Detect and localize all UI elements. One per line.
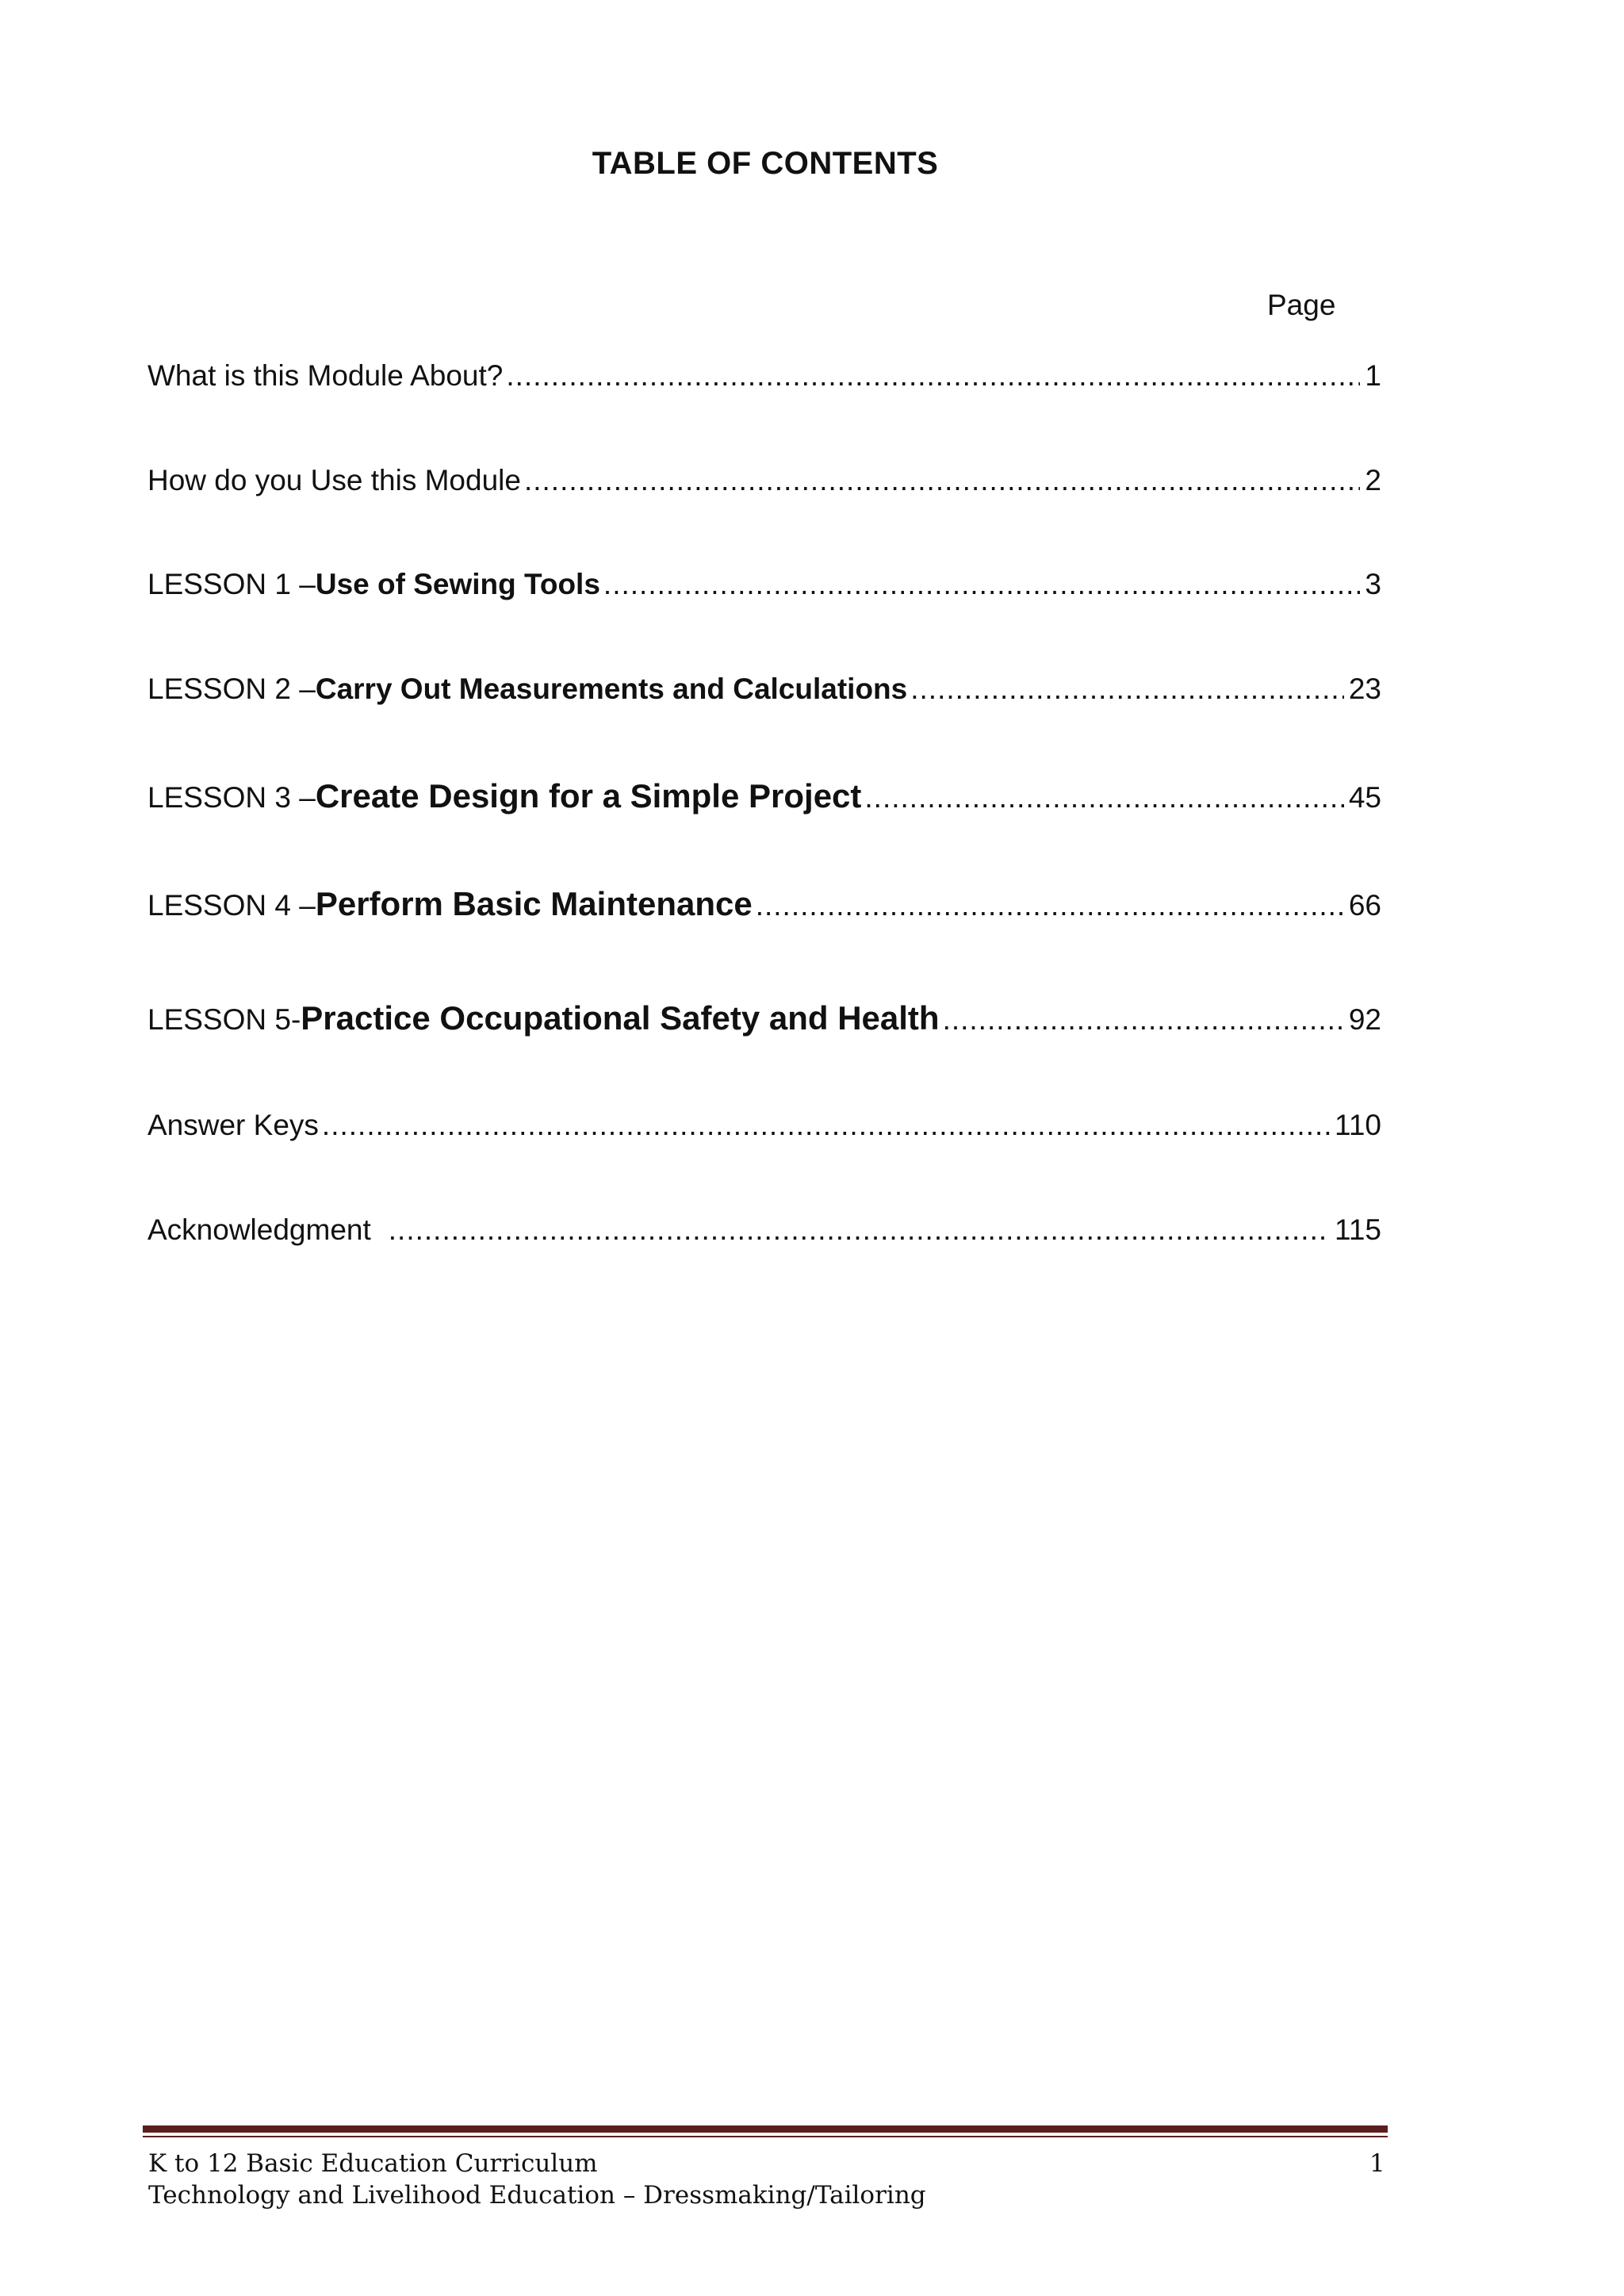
footer-subject: Technology and Livelihood Education – Dressmaking/Tailoring — [148, 2181, 926, 2210]
toc-entry-answer-keys[interactable] — [147, 1109, 1381, 1142]
toc-entry-title: Create Design for a Simple Project — [315, 777, 862, 815]
toc-entry-page: 66 — [1348, 889, 1381, 922]
toc-dot-leader — [322, 1109, 1330, 1142]
toc-entry-lesson-1[interactable] — [147, 568, 1381, 601]
toc-entry-prefix: LESSON 1 – — [147, 568, 316, 600]
footer-rule-thick — [143, 2125, 1388, 2133]
toc-entry-prefix: LESSON 2 – — [147, 673, 316, 705]
toc-entry-prefix: LESSON 3 – — [147, 781, 316, 814]
toc-entry-page: 110 — [1335, 1109, 1381, 1141]
footer-rule-thin — [143, 2136, 1388, 2137]
toc-entry-page: 3 — [1365, 568, 1381, 600]
toc-dot-leader — [389, 1213, 1330, 1247]
toc-entry-lesson-4[interactable] — [147, 885, 1381, 923]
toc-entry-title: Use of Sewing Tools — [315, 568, 600, 600]
toc-dot-leader — [910, 673, 1344, 706]
toc-dot-leader — [524, 464, 1360, 497]
toc-entry-title: Answer Keys — [147, 1109, 319, 1141]
toc-entry-module-about[interactable] — [147, 359, 1381, 393]
toc-entry-page: 2 — [1365, 464, 1381, 496]
page-title: TABLE OF CONTENTS — [592, 146, 939, 181]
toc-entry-page: 1 — [1365, 359, 1381, 392]
toc-entry-title: Carry Out Measurements and Calculations — [315, 673, 908, 705]
footer-curriculum: K to 12 Basic Education Curriculum — [148, 2149, 598, 2178]
toc-entry-page: 23 — [1348, 673, 1381, 705]
toc-entry-title: What is this Module About? — [147, 359, 504, 392]
toc-dot-leader — [603, 568, 1361, 601]
page-column-label: Page — [1267, 289, 1336, 321]
toc-dot-leader — [506, 359, 1360, 393]
toc-entry-page: 45 — [1348, 781, 1381, 814]
toc-entry-acknowledgment[interactable] — [147, 1213, 1381, 1247]
toc-dot-leader — [943, 1003, 1344, 1037]
footer-page-number: 1 — [1369, 2149, 1385, 2178]
toc-dot-leader — [864, 781, 1343, 815]
toc-entry-title: How do you Use this Module — [147, 464, 521, 496]
toc-entry-prefix: LESSON 4 – — [147, 889, 316, 922]
toc-entry-lesson-2[interactable] — [147, 673, 1381, 706]
toc-entry-lesson-3[interactable] — [147, 777, 1381, 815]
toc-entry-page: 115 — [1335, 1213, 1381, 1246]
toc-entry-title: Acknowledgment — [147, 1213, 371, 1246]
toc-dot-leader — [756, 889, 1344, 922]
toc-entry-title: Perform Basic Maintenance — [315, 885, 753, 922]
toc-entry-lesson-5[interactable] — [147, 999, 1381, 1037]
toc-entry-how-to-use[interactable] — [147, 464, 1381, 497]
toc-entry-page: 92 — [1348, 1003, 1381, 1036]
toc-entry-prefix: LESSON 5- — [147, 1003, 301, 1036]
toc-entry-title: Practice Occupational Safety and Health — [301, 999, 940, 1037]
